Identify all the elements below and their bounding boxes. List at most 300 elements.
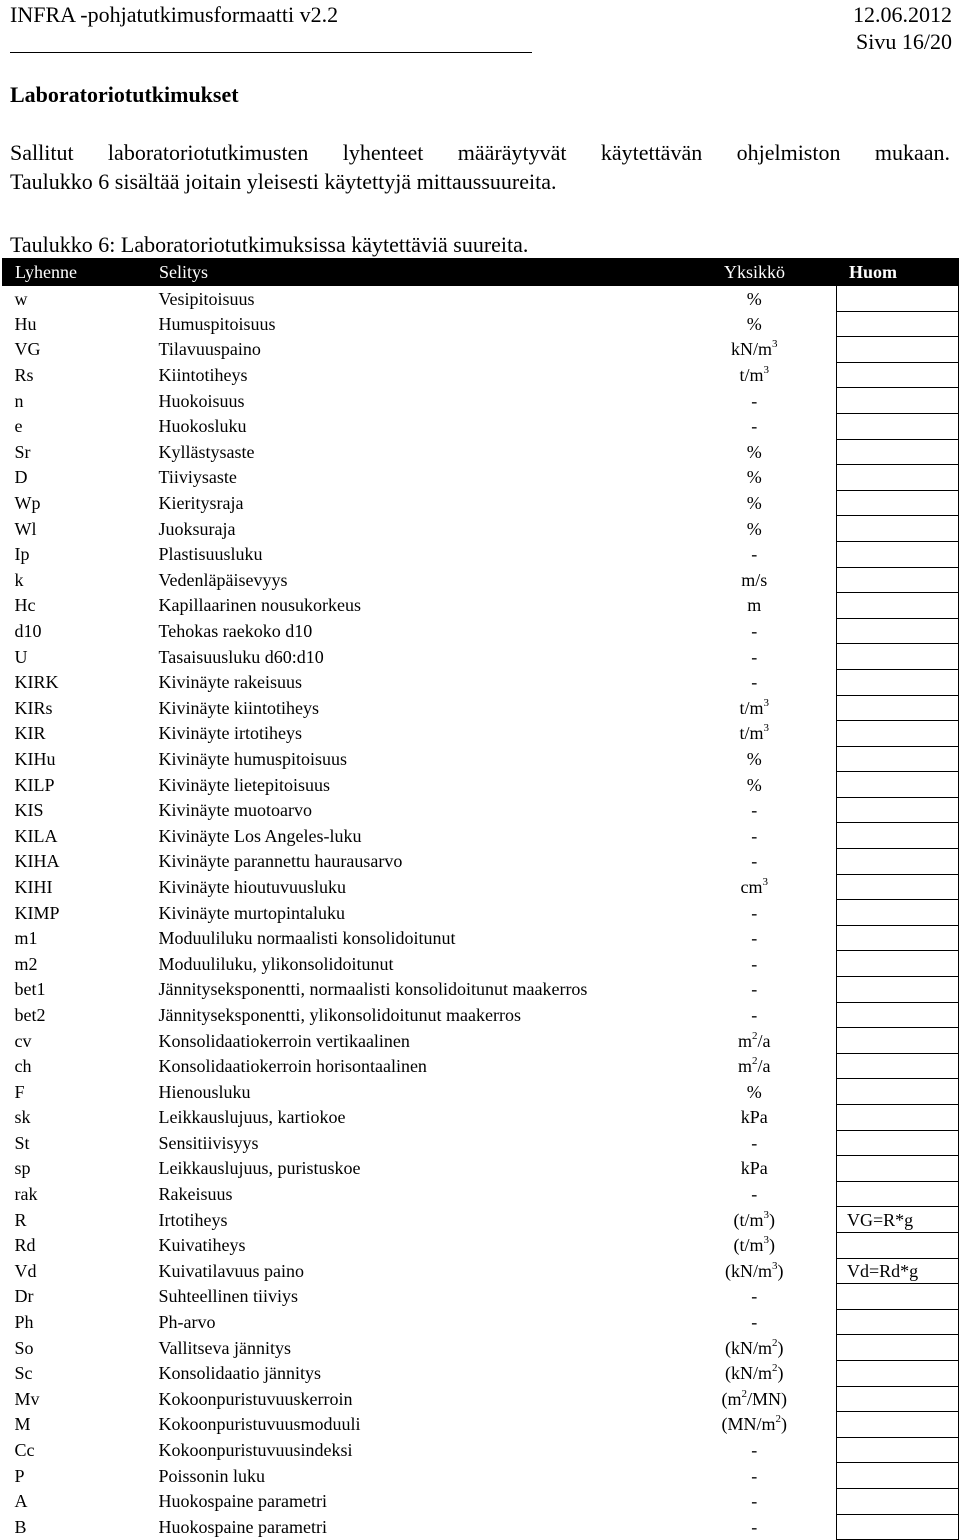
table-row [3,490,959,516]
page-number: Sivu 16/20 [856,29,952,54]
cell-description: Kivinäyte muotoarvo [158,800,312,821]
table-row [3,746,959,772]
unit-suffix: ) [781,1414,787,1435]
cell-description: Kivinäyte kiintotiheys [158,697,319,718]
cell-description: Konsolidaatiokerroin vertikaalinen [158,1030,410,1051]
cell-description: Huokospaine parametri [158,1516,327,1537]
cell-abbreviation: Dr [14,1286,34,1307]
table-header-row [3,259,959,286]
cell-description: Kivinäyte lietepitoisuus [158,774,330,795]
cell-abbreviation: R [14,1209,27,1230]
header-divider [10,52,532,53]
unit-base: % [746,467,762,488]
table-row [3,541,959,567]
cell-unit [673,849,837,875]
cell-abbreviation: KIHu [14,748,56,769]
cell-abbreviation: Wl [14,518,37,539]
unit-base: - [751,544,758,565]
cell-description: Kivinäyte parannettu haurausarvo [158,851,403,872]
header-abbreviation: Lyhenne [3,259,155,286]
unit-base: (kN/m [725,1260,772,1281]
unit-exponent: 2 [752,1029,758,1042]
unit-base: - [751,672,758,693]
unit-base: - [751,902,758,923]
table-row [3,1130,959,1156]
table-row [3,925,959,951]
unit-exponent: 3 [763,1234,769,1247]
cell-unit [673,1412,837,1438]
table-row [3,388,959,414]
cell-note [837,874,959,900]
table-row [3,1284,959,1310]
cell-description: Poissonin luku [158,1465,266,1486]
cell-description: Leikkauslujuus, kartiokoe [158,1107,346,1128]
cell-description: Kuivatiheys [158,1235,246,1256]
cell-description: Huokospaine parametri [158,1491,327,1512]
cell-note: Vd=Rd*g [837,1258,959,1284]
cell-abbreviation: rak [14,1184,38,1205]
cell-note [837,746,959,772]
table-caption: Taulukko 6: Laboratoriotutkimuksissa käytettäviä suureita. [10,232,529,257]
unit-base: - [751,979,758,1000]
cell-unit [673,388,837,414]
cell-abbreviation: So [14,1337,34,1358]
table-row [3,1335,959,1361]
cell-abbreviation: w [14,288,28,309]
table-row [3,1360,959,1386]
cell-abbreviation: bet1 [14,979,46,1000]
unit-suffix: ) [769,1209,775,1230]
table-row [3,644,959,670]
cell-description: Kyllästysaste [158,441,255,462]
cell-description: Vallitseva jännitys [158,1337,291,1358]
cell-description: Huokoisuus [158,390,245,411]
header-unit: Yksikkö [673,259,837,286]
cell-unit [673,1207,837,1233]
cell-unit [673,516,837,542]
cell-unit [673,1028,837,1054]
unit-suffix: ) [769,1235,775,1256]
table-row [3,772,959,798]
cell-note [837,1309,959,1335]
cell-note [837,1412,959,1438]
cell-unit [673,1514,837,1540]
cell-description: Plastisuusluku [158,544,263,565]
cell-note [837,1156,959,1182]
cell-abbreviation: bet2 [14,1004,46,1025]
cell-abbreviation: KIMP [14,902,60,923]
cell-unit [673,900,837,926]
cell-description: Kivinäyte rakeisuus [158,672,302,693]
table-row [3,413,959,439]
cell-abbreviation: M [14,1414,31,1435]
unit-base: (t/m [733,1209,764,1230]
unit-base: % [746,288,762,309]
cell-note [837,900,959,926]
unit-base: m [747,595,762,616]
unit-suffix: /a [757,1056,771,1077]
unit-base: m [737,1056,752,1077]
cell-unit [673,1053,837,1079]
cell-abbreviation: Hu [14,313,37,334]
cell-note [837,721,959,747]
unit-base: - [751,390,758,411]
cell-description: Kokoonpuristuvuusindeksi [158,1440,353,1461]
cell-abbreviation: n [14,390,24,411]
cell-unit [673,1156,837,1182]
cell-unit [673,874,837,900]
cell-unit [673,772,837,798]
cell-note [837,541,959,567]
cell-abbreviation: KIRs [14,697,53,718]
cell-note: VG=R*g [837,1207,959,1233]
cell-unit [673,1002,837,1028]
cell-description: Kapillaarinen nousukorkeus [158,595,361,616]
cell-note [837,490,959,516]
cell-unit [673,669,837,695]
cell-note [837,1335,959,1361]
cell-note [837,388,959,414]
cell-unit [673,311,837,337]
cell-abbreviation: KILA [14,825,58,846]
unit-exponent: 3 [772,1259,778,1272]
cell-abbreviation: Wp [14,493,41,514]
cell-description: Hienousluku [158,1081,251,1102]
cell-description: Moduuliluku normaalisti konsolidoitunut [158,928,456,949]
table-row [3,1258,959,1284]
cell-note [837,1514,959,1540]
table-row [3,1028,959,1054]
cell-unit [673,1130,837,1156]
cell-unit [673,797,837,823]
cell-unit [673,593,837,619]
cell-description: Juoksuraja [158,518,236,539]
paragraph-line-2: Taulukko 6 sisältää joitain yleisesti käytettyjä mittaussuureita. [10,169,557,194]
cell-note [837,516,959,542]
cell-note [837,1463,959,1489]
cell-abbreviation: Hc [14,595,36,616]
cell-note [837,1079,959,1105]
cell-description: Jännityseksponentti, normaalisti konsolidoitunut maakerros [158,979,588,1000]
unit-base: - [751,621,758,642]
header-description: Selitys [155,259,673,286]
cell-abbreviation: KIRK [14,672,59,693]
cell-description: Vedenläpäisevyys [158,569,288,590]
cell-note [837,1232,959,1258]
unit-base: - [751,1312,758,1333]
cell-note [837,439,959,465]
cell-abbreviation: KIHA [14,851,60,872]
cell-note [837,1284,959,1310]
unit-base: % [746,748,762,769]
cell-unit [673,618,837,644]
units-table [2,258,959,1540]
table-row [3,849,959,875]
cell-unit [673,695,837,721]
unit-base: % [746,1081,762,1102]
unit-base: - [751,1004,758,1025]
unit-suffix: /a [757,1030,771,1051]
unit-base: - [751,1132,758,1153]
cell-note [837,797,959,823]
unit-base: - [751,1286,758,1307]
cell-note [837,1181,959,1207]
unit-base: % [746,313,762,334]
table-row [3,721,959,747]
cell-note [837,1002,959,1028]
cell-unit [673,337,837,363]
cell-note [837,1130,959,1156]
cell-note [837,951,959,977]
unit-base: - [751,953,758,974]
cell-abbreviation: Mv [14,1388,40,1409]
cell-unit [673,439,837,465]
cell-unit [673,1309,837,1335]
cell-description: Irtotiheys [158,1209,228,1230]
cell-description: Jännityseksponentti, ylikonsolidoitunut maakerros [158,1004,521,1025]
table-row [3,1053,959,1079]
table-row [3,1514,959,1540]
table-body [3,286,959,1540]
unit-base: % [746,441,762,462]
unit-exponent: 2 [752,1055,758,1068]
table-row [3,567,959,593]
table-row [3,874,959,900]
cell-abbreviation: m1 [14,928,38,949]
cell-note [837,925,959,951]
cell-unit [673,1258,837,1284]
table-row [3,311,959,337]
cell-abbreviation: Rd [14,1235,36,1256]
cell-abbreviation: m2 [14,953,38,974]
table-row [3,1412,959,1438]
cell-description: Kieritysraja [158,493,244,514]
cell-note [837,977,959,1003]
cell-unit [673,721,837,747]
unit-base: (kN/m [725,1337,772,1358]
cell-description: Humuspitoisuus [158,313,276,334]
cell-note [837,1028,959,1054]
cell-unit [673,925,837,951]
cell-abbreviation: St [14,1132,30,1153]
cell-unit [673,1463,837,1489]
cell-unit [673,823,837,849]
unit-base: cm [740,876,763,897]
cell-unit [673,1105,837,1131]
table-row [3,593,959,619]
table-row [3,1488,959,1514]
unit-base: - [751,928,758,949]
unit-base: - [751,800,758,821]
table-row [3,1309,959,1335]
cell-abbreviation: KIR [14,723,46,744]
cell-description: Konsolidaatio jännitys [158,1363,321,1384]
cell-note [837,823,959,849]
cell-abbreviation: Rs [14,365,34,386]
cell-note [837,465,959,491]
table-row [3,1386,959,1412]
cell-abbreviation: k [14,569,24,590]
cell-description: Kivinäyte Los Angeles-luku [158,825,362,846]
unit-base: - [751,851,758,872]
cell-unit [673,1360,837,1386]
unit-suffix: ) [777,1363,784,1384]
unit-exponent: 3 [763,1208,769,1221]
cell-unit [673,286,837,312]
document-date: 12.06.2012 [853,2,952,27]
unit-exponent: 2 [772,1362,778,1375]
cell-note [837,311,959,337]
cell-abbreviation: A [14,1491,28,1512]
cell-abbreviation: KIS [14,800,44,821]
cell-description: Tehokas raekoko d10 [158,621,313,642]
cell-abbreviation: B [14,1516,27,1537]
unit-exponent: 3 [772,338,778,351]
cell-description: Kokoonpuristuvuusmoduuli [158,1414,361,1435]
unit-suffix: ) [777,1337,784,1358]
cell-abbreviation: e [14,416,23,437]
cell-description: Tasaisuusluku d60:d10 [158,646,324,667]
cell-abbreviation: Vd [14,1260,37,1281]
cell-abbreviation: sp [14,1158,31,1179]
unit-base: m/s [741,569,768,590]
cell-note [837,1437,959,1463]
cell-note [837,1488,959,1514]
cell-description: Tiiviysaste [158,467,237,488]
table-row [3,362,959,388]
cell-abbreviation: sk [14,1107,31,1128]
unit-base: kN/m [730,339,772,360]
cell-description: Kuivatilavuus paino [158,1260,304,1281]
cell-unit [673,951,837,977]
unit-base: kPa [740,1107,768,1128]
cell-description: Leikkauslujuus, puristuskoe [158,1158,361,1179]
table-row [3,1207,959,1233]
cell-description: Kivinäyte irtotiheys [158,723,302,744]
cell-note [837,413,959,439]
cell-description: Kivinäyte humuspitoisuus [158,748,347,769]
cell-abbreviation: Sc [14,1363,33,1384]
unit-base: - [751,1184,758,1205]
cell-note [837,1386,959,1412]
table-row [3,1463,959,1489]
table-row [3,286,959,312]
cell-unit [673,465,837,491]
cell-unit [673,1437,837,1463]
unit-base: - [751,825,758,846]
cell-note [837,618,959,644]
cell-unit [673,567,837,593]
cell-note [837,337,959,363]
cell-unit [673,1232,837,1258]
section-title: Laboratoriotutkimukset [10,82,239,107]
unit-exponent: 3 [763,364,769,377]
unit-base: (m [721,1388,742,1409]
cell-abbreviation: U [14,646,28,667]
unit-suffix: ) [777,1260,784,1281]
cell-abbreviation: Ph [14,1312,34,1333]
cell-note [837,772,959,798]
unit-base: % [746,774,762,795]
cell-note [837,695,959,721]
unit-base: - [751,416,758,437]
cell-note [837,669,959,695]
header-note: Huom [837,259,959,286]
cell-abbreviation: Sr [14,441,31,462]
table-row [3,465,959,491]
cell-unit [673,362,837,388]
cell-note [837,362,959,388]
cell-abbreviation: KIHI [14,876,53,897]
table-row [3,337,959,363]
unit-exponent: 3 [763,722,769,735]
cell-unit [673,490,837,516]
table-row [3,1181,959,1207]
unit-suffix: /MN) [747,1388,787,1409]
unit-base: % [746,493,762,514]
unit-exponent: 2 [741,1387,747,1400]
unit-base: - [751,1491,758,1512]
cell-abbreviation: D [14,467,28,488]
table-row [3,618,959,644]
cell-unit [673,977,837,1003]
table-row [3,1232,959,1258]
unit-base: t/m [739,365,764,386]
cell-description: Sensitiivisyys [158,1132,259,1153]
cell-description: Ph-arvo [158,1312,216,1333]
cell-unit [673,1488,837,1514]
cell-abbreviation: Cc [14,1440,35,1461]
cell-unit [673,1181,837,1207]
document-title: INFRA -pohjatutkimusformaatti v2.2 [10,2,339,27]
cell-abbreviation: P [14,1465,25,1486]
cell-note [837,644,959,670]
cell-description: Suhteellinen tiiviys [158,1286,298,1307]
table-row [3,695,959,721]
table-row [3,977,959,1003]
cell-unit [673,1335,837,1361]
cell-note [837,1360,959,1386]
table-row [3,1156,959,1182]
unit-base: % [746,518,762,539]
table-row [3,1079,959,1105]
unit-base: m [737,1030,752,1051]
table-row [3,1105,959,1131]
table-row [3,797,959,823]
cell-unit [673,1079,837,1105]
unit-base: (t/m [733,1235,764,1256]
cell-abbreviation: ch [14,1056,32,1077]
unit-base: - [751,1440,758,1461]
cell-unit [673,541,837,567]
cell-note [837,849,959,875]
unit-base: - [751,1516,758,1537]
unit-exponent: 2 [772,1336,778,1349]
cell-unit [673,413,837,439]
cell-description: Vesipitoisuus [158,288,255,309]
cell-abbreviation: d10 [14,621,42,642]
cell-description: Huokosluku [158,416,247,437]
unit-exponent: 3 [763,696,769,709]
cell-unit [673,746,837,772]
cell-description: Kokoonpuristuvuuskerroin [158,1388,353,1409]
table-row [3,439,959,465]
cell-unit [673,644,837,670]
unit-base: kPa [740,1158,768,1179]
table-row [3,516,959,542]
cell-abbreviation: VG [14,339,41,360]
table-row [3,951,959,977]
